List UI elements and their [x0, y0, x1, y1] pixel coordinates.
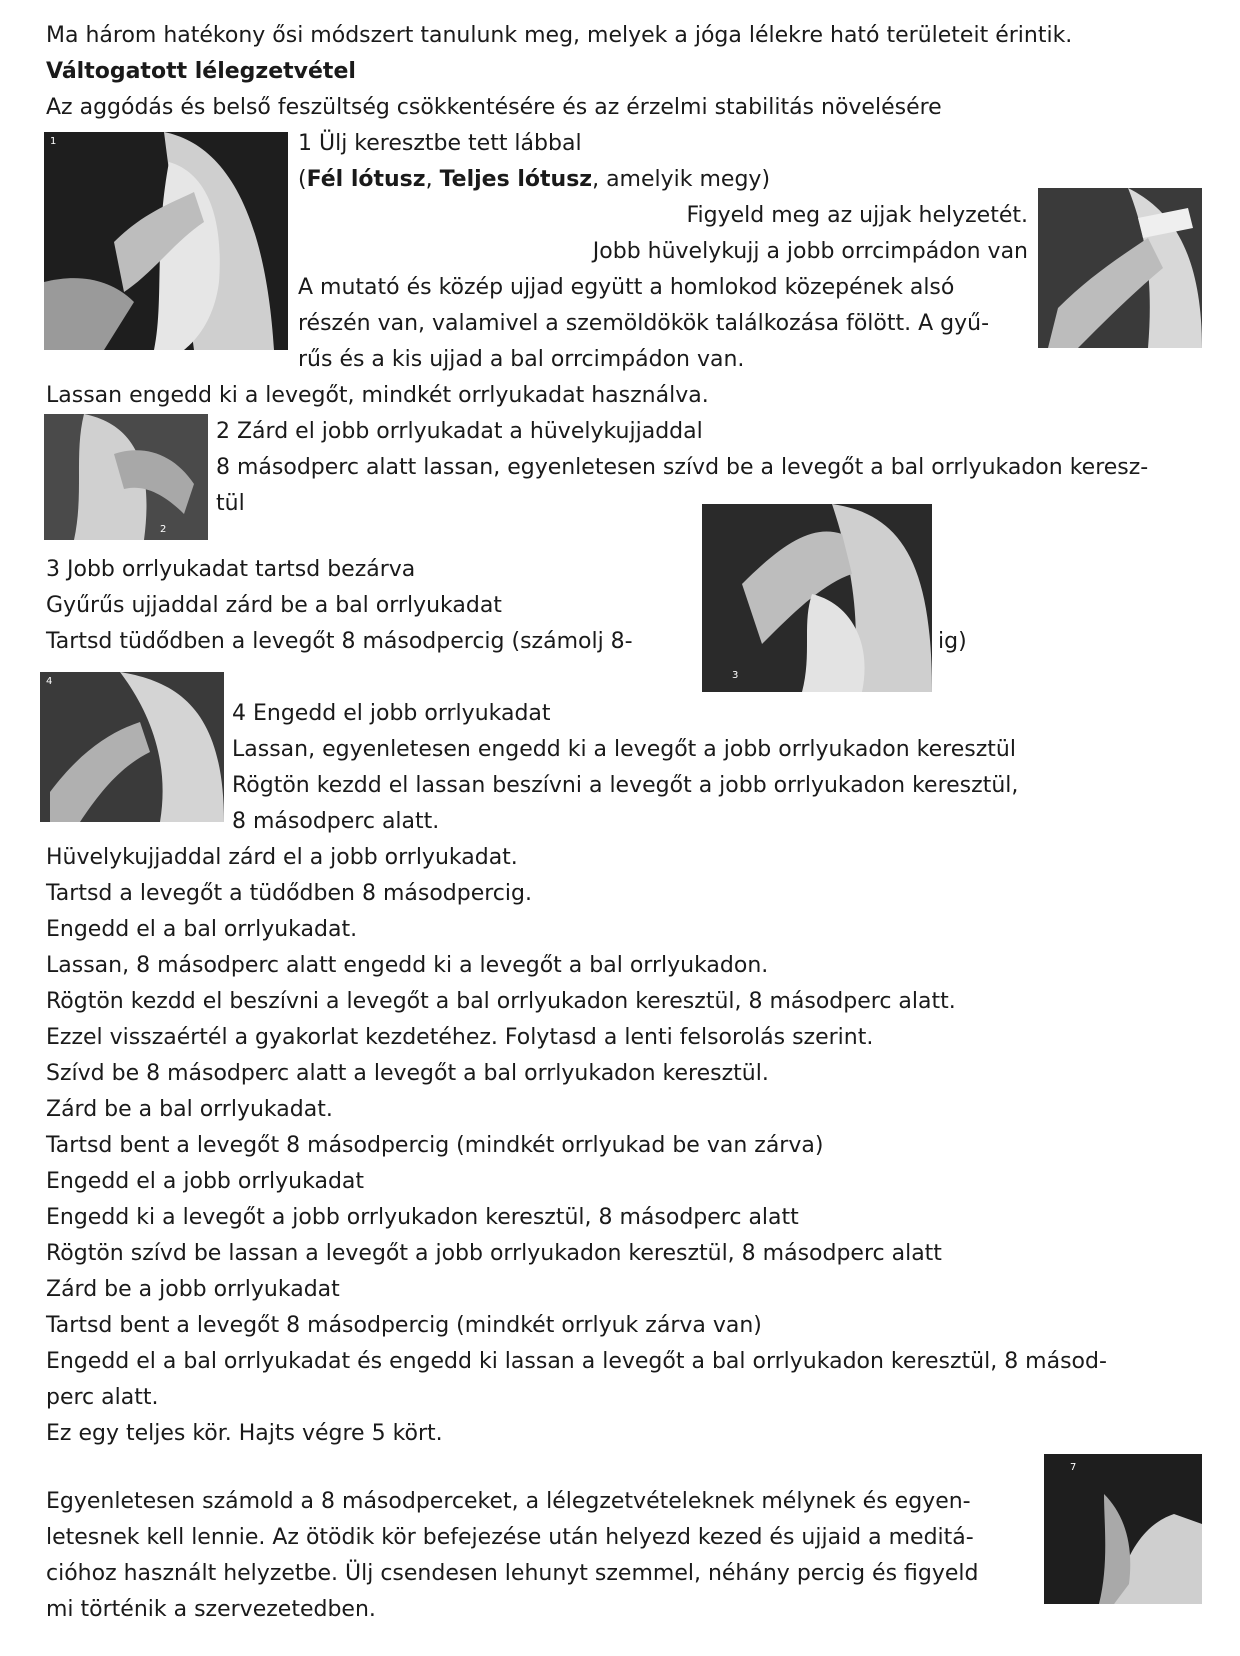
closing-line: mi történik a szervezetedben. — [46, 1597, 376, 1622]
full-lotus-term: Teljes lótusz — [439, 167, 593, 192]
figure-number: 1 — [50, 136, 57, 147]
step3-line3b: ig) — [938, 629, 967, 654]
section-title: Váltogatott lélegzetvétel — [46, 59, 356, 84]
photo-step-2 — [44, 414, 208, 540]
intro-text: Ma három hatékony ősi módszert tanulunk meg, melyek a jóga lélekre ható területeit érintik. — [46, 23, 1073, 48]
body-line: Engedd el a bal orrlyukadat és engedd ki lassan a levegőt a bal orrlyukadon keresztül, 8 másod- — [46, 1349, 1107, 1374]
step4-line2: Lassan, egyenletesen engedd ki a levegőt a jobb orrlyukadon keresztül — [232, 737, 1016, 762]
step1-fingers2: részén van, valamivel a szemöldökök találkozása fölött. A gyű- — [298, 311, 990, 336]
body-line: Tartsd bent a levegőt 8 másodpercig (mindkét orrlyukad be van zárva) — [46, 1133, 824, 1158]
exhale-both-text: Lassan engedd ki a levegőt, mindkét orrlyukadat használva. — [46, 383, 709, 408]
step1-line1: 1 Ülj keresztbe tett lábbal — [298, 131, 582, 156]
photo-finger-position — [1038, 188, 1202, 348]
body-line: Engedd ki a levegőt a jobb orrlyukadon keresztül, 8 másodperc alatt — [46, 1205, 799, 1230]
body-line: Ezzel visszaértél a gyakorlat kezdetéhez. Folytasd a lenti felsorolás szerint. — [46, 1025, 874, 1050]
body-line: Lassan, 8 másodperc alatt engedd ki a levegőt a bal orrlyukadon. — [46, 953, 769, 978]
photo-step-7 — [1044, 1454, 1202, 1604]
step4-line4: 8 másodperc alatt. — [232, 809, 440, 834]
step3-line3a: Tartsd tüdődben a levegőt 8 másodpercig (számolj 8- — [46, 629, 633, 654]
figure-number: 7 — [1070, 1462, 1077, 1473]
figure-number: 4 — [46, 676, 53, 687]
body-line: perc alatt. — [46, 1385, 159, 1410]
photo-step-1 — [44, 132, 288, 350]
body-line: Hüvelykujjaddal zárd el a jobb orrlyukadat. — [46, 845, 518, 870]
step2-line1: 2 Zárd el jobb orrlyukadat a hüvelykujjaddal — [216, 419, 703, 444]
body-line: Ez egy teljes kör. Hajts végre 5 kört. — [46, 1421, 443, 1446]
step3-line2: Gyűrűs ujjaddal zárd be a bal orrlyukadat — [46, 593, 502, 618]
body-line: Engedd el a bal orrlyukadat. — [46, 917, 358, 942]
figure-number: 2 — [160, 524, 167, 535]
step1-line2: (Fél lótusz, Teljes lótusz, amelyik megy) — [298, 167, 771, 192]
body-line: Zárd be a jobb orrlyukadat — [46, 1277, 340, 1302]
body-line: Tartsd bent a levegőt 8 másodpercig (mindkét orrlyuk zárva van) — [46, 1313, 762, 1338]
step4-line1: 4 Engedd el jobb orrlyukadat — [232, 701, 551, 726]
photo-step-4 — [40, 672, 224, 822]
body-line: Zárd be a bal orrlyukadat. — [46, 1097, 333, 1122]
section-subtitle: Az aggódás és belső feszültség csökkentésére és az érzelmi stabilitás növelésére — [46, 95, 942, 120]
body-line: Rögtön kezdd el beszívni a levegőt a bal orrlyukadon keresztül, 8 másodperc alatt. — [46, 989, 956, 1014]
step4-line3: Rögtön kezdd el lassan beszívni a levegőt a jobb orrlyukadon keresztül, — [232, 773, 1019, 798]
body-line: Szívd be 8 másodperc alatt a levegőt a bal orrlyukadon keresztül. — [46, 1061, 769, 1086]
step1-fingers1: A mutató és közép ujjad együtt a homlokod közepének alsó — [298, 275, 955, 300]
photo-step-3 — [702, 504, 932, 692]
half-lotus-term: Fél lótusz — [306, 167, 426, 192]
body-line: Tartsd a levegőt a tüdődben 8 másodpercig. — [46, 881, 532, 906]
closing-line: cióhoz használt helyzetbe. Ülj csendesen lehunyt szemmel, néhány percig és figyeld — [46, 1561, 979, 1586]
step1-thumb: Jobb hüvelykujj a jobb orrcimpádon van — [592, 239, 1028, 264]
body-line: Engedd el a jobb orrlyukadat — [46, 1169, 365, 1194]
step3-line1: 3 Jobb orrlyukadat tartsd bezárva — [46, 557, 416, 582]
figure-number: 3 — [732, 670, 739, 681]
closing-line: letesnek kell lennie. Az ötödik kör befejezése után helyezd kezed és ujjaid a meditá- — [46, 1525, 974, 1550]
step1-observe: Figyeld meg az ujjak helyzetét. — [686, 203, 1028, 228]
step2-line2: 8 másodperc alatt lassan, egyenletesen szívd be a levegőt a bal orrlyukadon keresz- — [216, 455, 1149, 480]
closing-line: Egyenletesen számold a 8 másodperceket, a lélegzetvételeknek mélynek és egyen- — [46, 1489, 971, 1514]
body-line: Rögtön szívd be lassan a levegőt a jobb orrlyukadon keresztül, 8 másodperc alatt — [46, 1241, 942, 1266]
step1-fingers3: rűs és a kis ujjad a bal orrcimpádon van. — [298, 347, 745, 372]
step2-line3: tül — [216, 491, 245, 516]
